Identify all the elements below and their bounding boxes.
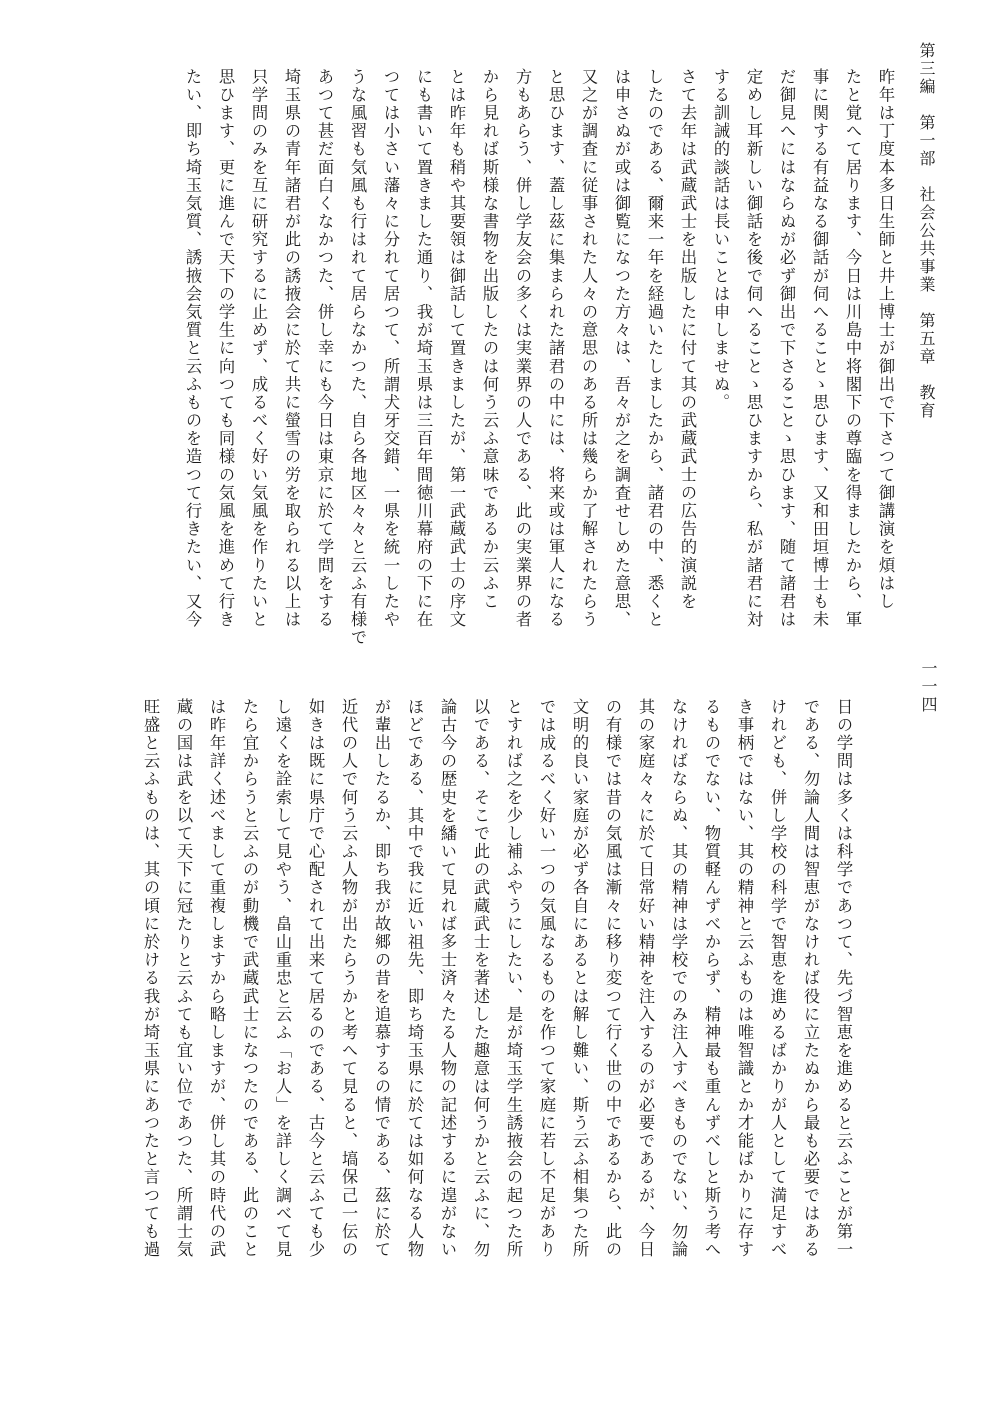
text-column: 昨年は丁度本多日生師と井上博士が御出で下さつて御講演を煩はし <box>876 68 895 611</box>
text-column: 旺盛と云ふものは、其の頃に於ける我が埼玉県にあつたと言つても過 <box>141 698 160 1259</box>
text-column: 埼玉県の青年諸君が此の誘掖会に於て共に螢雪の労を取られる以上は <box>282 68 301 629</box>
text-column: 日の学問は多くは科学であつて、先づ智恵を進めると云ふことが第一 <box>834 698 853 1259</box>
text-column: し遠くを詮索して見やう、畠山重忠と云ふ「お人」を詳しく調べて見 <box>273 698 292 1259</box>
text-column: が輩出したるか、即ち我が故郷の昔を追慕するの情である、茲に於て <box>372 698 391 1259</box>
text-column: 方もあらう、併し学友会の多くは実業界の人である、此の実業界の者 <box>513 68 532 629</box>
text-column: と思ひます、蓋し茲に集まられた諸君の中には、将来或は軍人になる <box>546 68 565 629</box>
text-column: 又之が調査に従事された人々の意思のある所は幾らか了解されたらう <box>579 68 598 629</box>
text-column: する訓誡的談話は長いことは申しませぬ。 <box>711 68 730 412</box>
text-column: 文明的良い家庭が必ず各自にあるとは解し難い、斯う云ふ相集つた所 <box>570 698 589 1259</box>
text-column: とは昨年も稍や其要領は御話して置きましたが、第一武蔵武士の序文 <box>447 68 466 629</box>
text-column: では成るべく好い一つの気風なるものを作つて家庭に若し不足があり <box>537 698 556 1259</box>
text-column: つては小さい藩々に分れて居つて、所謂犬牙交錯、一県を統一したや <box>381 68 400 629</box>
text-column: るものでない、物質軽んずべからず、精神最も重んずべしと斯う考へ <box>702 698 721 1259</box>
running-head: 第三編 第一部 社会公共事業 第五章 教育 <box>917 42 936 420</box>
text-column: 蔵の国は武を以て天下に冠たりと云ふても宜い位であつた、所謂士気 <box>174 698 193 1259</box>
text-column: にも書いて置きました通り、我が埼玉県は三百年間徳川幕府の下に在 <box>414 68 433 629</box>
text-column: けれども、併し学校の科学で智恵を進めるばかりが人として満足すべ <box>768 698 787 1259</box>
text-column: さて去年は武蔵武士を出版したに付て其の武蔵武士の広告的演説を <box>678 68 697 611</box>
text-column: き事柄ではない、其の精神と云ふものは唯智識とか才能ばかりに存す <box>735 698 754 1259</box>
text-column: 思ひます、更に進んで天下の学生に向つても同様の気風を進めて行き <box>216 68 235 629</box>
text-column: 事に関する有益なる御話が伺へることゝ思ひます、又和田垣博士も未 <box>810 68 829 629</box>
text-column: の有様では昔の気風は漸々に移り変つて行く世の中であるから、此の <box>603 698 622 1259</box>
text-column: だ御見へにはならぬが必ず御出で下さることゝ思ひます、随て諸君は <box>777 68 796 629</box>
text-column: 其の家庭々々に於て日常好い精神を注入するのが必要であるが、今日 <box>636 698 655 1259</box>
text-column: たい、即ち埼玉気質、誘掖会気質と云ふものを造つて行きたい、又今 <box>183 68 202 629</box>
text-column: 只学問のみを互に研究するに止めず、成るべく好い気風を作りたいと <box>249 68 268 629</box>
text-column: なければならぬ、其の精神は学校でのみ注入すべきものでない、勿論 <box>669 698 688 1259</box>
text-column: たら宜からうと云ふのが動機で武蔵武士になつたのである、此のこと <box>240 698 259 1259</box>
text-column: 定めし耳新しい御話を後で伺へることゝ思ひますから、私が諸君に対 <box>744 68 763 629</box>
text-column: は昨年詳く述べまして重複しますから略しますが、併し其の時代の武 <box>207 698 226 1259</box>
text-column: 以である、そこで此の武蔵武士を著述した趣意は何うかと云ふに、勿 <box>471 698 490 1259</box>
text-column: である、勿論人間は智恵がなければ役に立たぬから最も必要ではある <box>801 698 820 1259</box>
text-column: 如きは既に県庁で心配されて出来て居るのである、古今と云ふても少 <box>306 698 325 1259</box>
text-column: とすれば之を少し補ふやうにしたい、是が埼玉学生誘掖会の起つた所 <box>504 698 523 1259</box>
text-column: したのである、爾来一年を経過いたしましたから、諸君の中、悉くと <box>645 68 664 629</box>
text-column: から見れば斯様な書物を出版したのは何う云ふ意味であるか云ふこ <box>480 68 499 611</box>
text-column: あつて甚だ面白くなかつた、併し幸にも今日は東京に於て学問をする <box>315 68 334 629</box>
text-column: たと覚へて居ります、今日は川島中将閣下の尊臨を得ましたから、軍 <box>843 68 862 629</box>
text-column: は申さぬが或は御覧になつた方々は、吾々が之を調査せしめた意思、 <box>612 68 631 629</box>
text-column: 論古今の歴史を繙いて見れば多士済々たる人物の記述するに遑がない <box>438 698 457 1259</box>
text-column: うな風習も気風も行はれて居らなかつた、自ら各地区々々と云ふ有様で <box>348 68 367 647</box>
upper-text-block <box>176 68 902 653</box>
lower-text-block <box>134 698 860 1378</box>
text-column: ほどである、其中で我に近い祖先、即ち埼玉県に於ては如何なる人物 <box>405 698 424 1259</box>
text-column: 近代の人で何う云ふ人物が出たらうかと考へて見ると、塙保己一伝の <box>339 698 358 1259</box>
page-number: 一一四 <box>919 660 938 714</box>
